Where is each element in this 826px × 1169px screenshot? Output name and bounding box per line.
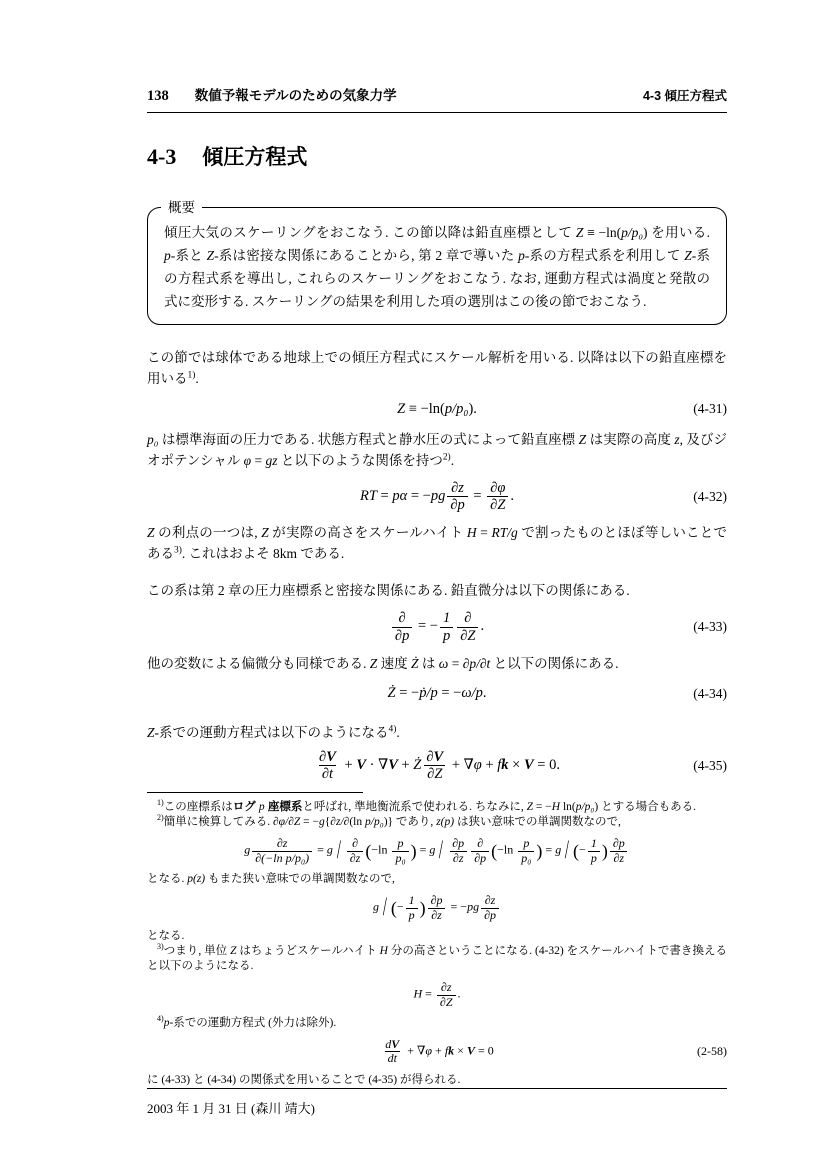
running-section-label: 4-3 傾圧方程式 xyxy=(642,89,727,103)
footnote-2-equation-a xyxy=(147,837,727,865)
abstract-text: 傾圧大気のスケーリングをおこなう. この節以降は鉛直座標として Z ≡ −ln(p/p₀) を用いる. p-系と Z-系は密接な関係にあることから, 第 2 章で導いた p-系の方程式系を利用して Z-系の方程式系を導出し, これらのスケーリングをおこなう. なお, 運動方程式は渦度と発散の式に変形する. スケーリングの結果を利用した項の選別はこの後の節でおこなう. xyxy=(164,225,710,309)
book-title: 数値予報モデルのための気象力学 xyxy=(194,88,397,103)
footnote-2-equation-b xyxy=(147,894,727,922)
footnote-3-equation xyxy=(147,981,727,1009)
equation-4-33-number: (4-33) xyxy=(693,619,727,635)
section-number: 4-3 xyxy=(147,144,177,169)
page-footer xyxy=(147,1088,727,1117)
paragraph-5: 他の変数による偏微分も同様である. Z 速度 Ż は ω = ∂p/∂t と以下の関係にある. xyxy=(147,655,619,671)
footnote-2-text-2: となる. p(z) もまた狭い意味での単調関数なので, xyxy=(147,873,395,886)
footnote-1: $^{1)}$この座標系はログ p 座標系と呼ばれ, 準地衡流系で使われる. ちなみに, Z = −H ln(p/p₀) とする場合もある. xyxy=(157,798,697,814)
equation-4-33 xyxy=(147,610,727,643)
equation-4-33-body: $\frac{\partial}{\partial p}$ = − $\frac{1}{p}$ $\frac{\partial}{\partial Z}$ . xyxy=(390,610,484,643)
page-number: 138 xyxy=(147,88,169,104)
equation-4-34-number: (4-34) xyxy=(693,685,727,701)
section-title-text: 傾圧方程式 xyxy=(202,146,308,169)
equation-2-58 xyxy=(147,1038,727,1066)
footnote-3-equation-body: H = $\frac{\partial z}{\partial Z}$ . xyxy=(413,980,461,1009)
equation-4-31 xyxy=(147,398,727,420)
date-author: 2003 年 1 月 31 日 (森川 靖大) xyxy=(147,1101,315,1116)
equation-2-58-number: (2-58) xyxy=(697,1044,727,1059)
equation-4-31-number: (4-31) xyxy=(693,401,727,416)
footnote-2-equation-a-body: g $\frac{\partial z}{\text{∂(−ln p/p₀)}}$ = g / $\frac{\partial}{\partial z}$ (−ln $\frac{p}{\text{p₀}}$ ) = g / $\frac{\partial p}{\partial z}$ $\frac{\partial}{\partial p}$ (−ln $\frac{p}{\text{p₀}}$ ) = g / (− $\frac{1}{p}$ ) $\frac{\partial p}{\partial z}$ xyxy=(244,837,630,865)
equation-4-35 xyxy=(147,749,727,782)
paragraph-6: Z-系での運動方程式は以下のようになる$^{4)}$. xyxy=(147,724,400,740)
footnote-rule xyxy=(147,792,363,793)
paragraph-3: Z の利点の一つは, Z が実際の高さをスケールハイト H = RT/g で割ったものとほぼ等しいことである$^{3)}$. これはおよそ 8km である. xyxy=(147,525,727,562)
footnote-4-text-2: に (4-33) と (4-34) の関係式を用いることで (4-35) が得られる. xyxy=(147,1073,461,1086)
equation-4-32-number: (4-32) xyxy=(693,488,727,504)
footnotes-section xyxy=(147,800,727,1088)
paragraph-1: この節では球体である地球上での傾圧方程式にスケール解析を用いる. 以降は以下の鉛直座標を用いる$^{1)}$. xyxy=(147,350,727,386)
equation-4-32-body: RT = pα = −pg $\frac{\partial z}{\partial p}$ = $\frac{\partial\varphi}{\partial Z}$ . xyxy=(359,480,515,514)
equation-4-35-number: (4-35) xyxy=(693,757,727,773)
section-heading xyxy=(147,141,727,171)
equation-4-32 xyxy=(147,480,727,513)
paragraph-2: p₀ は標準海面の圧力である. 状態方程式と静水圧の式によって鉛直座標 Z は実際の高度 z, 及びジオポテンシャル φ = gz と以下のような関係を持つ$^{2)}$. xyxy=(147,432,728,468)
footnote-3: $^{3)}$つまり, 単位 Z はちょうどスケールハイト H 分の高さということになる. (4-32) をスケールハイトで書き換えると以下のようになる. xyxy=(147,942,728,973)
equation-4-34 xyxy=(147,683,727,705)
equation-4-31-body: Z ≡ −ln(p/p₀). xyxy=(397,400,477,417)
abstract-box xyxy=(147,200,727,325)
footnote-2-text-1: $^{2)}$簡単に検算してみる. ∂φ/∂Z = −g{∂z/∂(ln p/p₀)} であり, z(p) は狭い意味での単調関数なので, xyxy=(157,813,621,829)
abstract-label: 概要 xyxy=(161,199,202,216)
footnote-2-text-3: となる. xyxy=(147,930,185,943)
footnote-2-equation-b-body: g / (− $\frac{1}{p}$ ) $\frac{\partial p}{\partial z}$ = −pg $\frac{\partial z}{\partial p}$ xyxy=(373,894,501,922)
equation-2-58-body: $\frac{dV}{dt}$ + ∇φ + fk × V = 0 xyxy=(385,1037,494,1066)
footnote-4-text-1: $^{4)}$p-系での運動方程式 (外力は除外). xyxy=(157,1014,337,1030)
page-header xyxy=(147,84,727,113)
paragraph-4: この系は第 2 章の圧力座標系と密接な関係にある. 鉛直微分は以下の関係にある. xyxy=(147,583,630,599)
equation-4-35-body: $\frac{\partial V}{\partial t}$ + V · ∇V + Ż $\frac{\partial V}{\partial Z}$ + ∇φ + fk × V = 0. xyxy=(319,748,560,783)
equation-4-34-body: Ż = −ṗ/p = −ω/p. xyxy=(387,685,487,702)
